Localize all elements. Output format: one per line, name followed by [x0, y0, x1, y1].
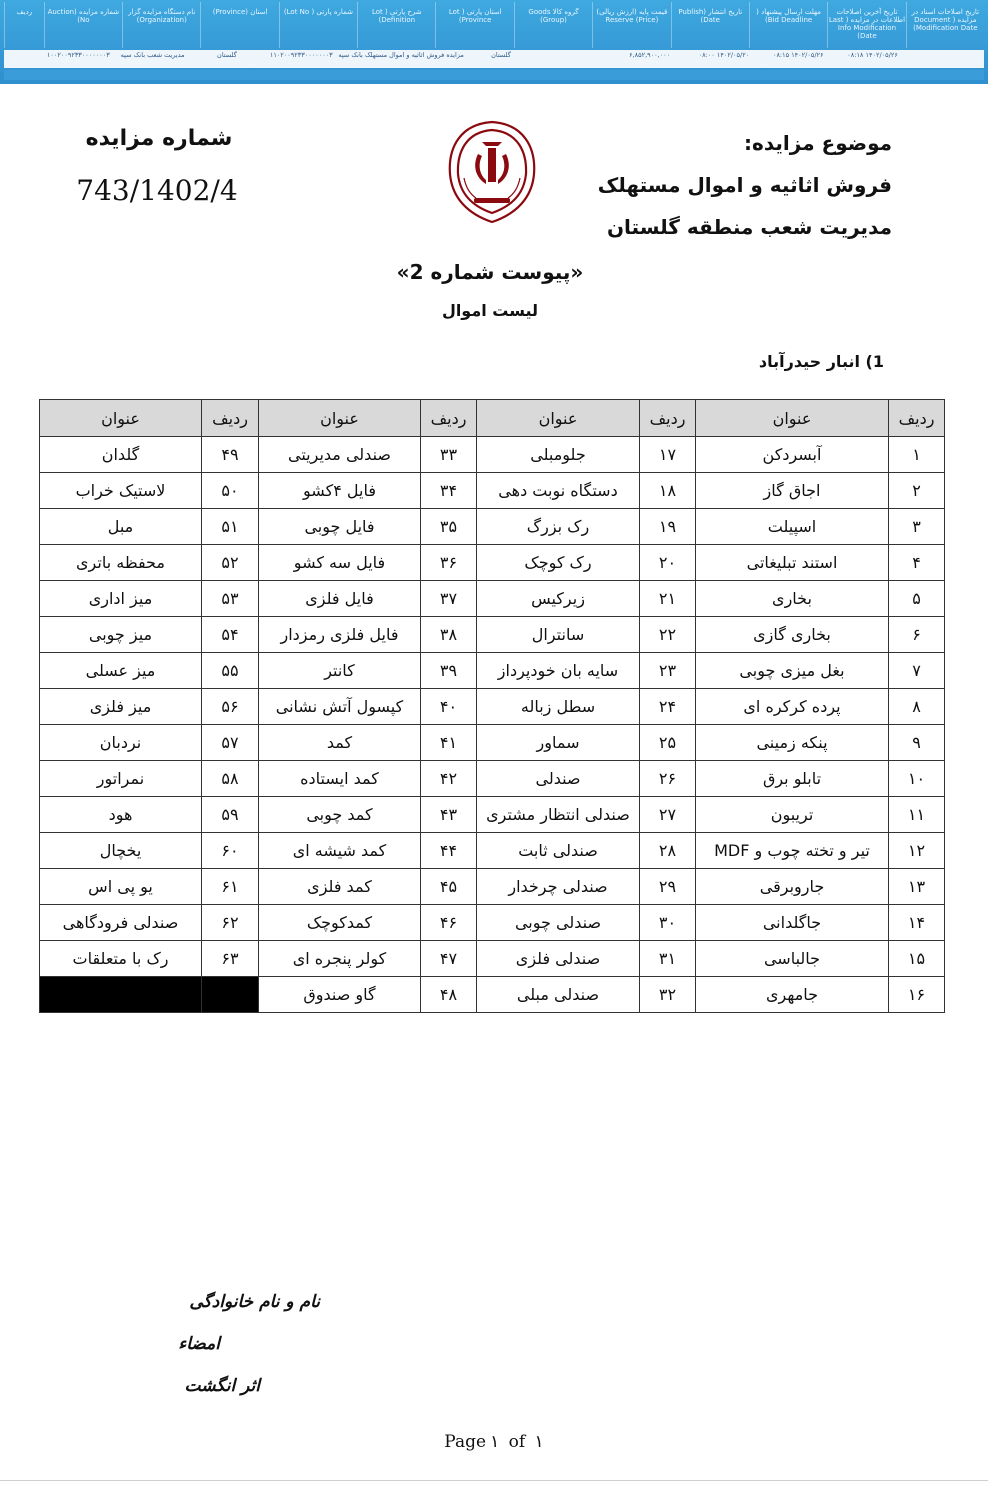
item-number-cell: ۴۷: [421, 941, 477, 977]
item-title-cell: صندلی مدیریتی: [259, 437, 421, 473]
item-title-cell: صندلی مبلی: [477, 977, 640, 1013]
item-title-cell: جاگلدانی: [696, 905, 889, 941]
item-title-cell: سانترال: [477, 617, 640, 653]
item-title-cell: کمد شیشه ای: [259, 833, 421, 869]
banner-data-cell: ۱۴۰۲/۰۵/۲۰ ۰۸:۰۰: [698, 51, 750, 59]
item-title-cell: کمدکوچک: [259, 905, 421, 941]
item-number-cell: ۱۷: [640, 437, 696, 473]
item-number-cell: ۳۳: [421, 437, 477, 473]
item-number-cell: ۱۶: [889, 977, 945, 1013]
item-number-cell: ۱: [889, 437, 945, 473]
item-number-cell: ۳۸: [421, 617, 477, 653]
banner-data-cell: ۱۴۰۲/۰۵/۲۶ ۰۸:۱۸: [847, 51, 898, 59]
item-number-cell: ۲۷: [640, 797, 696, 833]
table-row: [40, 689, 945, 725]
item-title-cell: نمراتور: [40, 761, 202, 797]
item-title-cell: فایل ۴کشو: [259, 473, 421, 509]
banner-header-cell: تاریخ اصلاحات اسناد در مزایده ( Document Modification Date): [906, 2, 984, 48]
banner-header-cell: ردیف: [4, 2, 44, 48]
col-header-title: عنوان: [696, 400, 889, 437]
table-row: [40, 869, 945, 905]
item-number-cell: ۵۴: [202, 617, 259, 653]
item-title-cell: جلومبلی: [477, 437, 640, 473]
col-header-row: ردیف: [889, 400, 945, 437]
item-number-cell: ۳۶: [421, 545, 477, 581]
item-title-cell: نردبان: [40, 725, 202, 761]
item-number-cell: ۳۰: [640, 905, 696, 941]
banner-header-cell: شرح پارتی ( Lot Definition): [357, 2, 435, 48]
table-row: [40, 509, 945, 545]
item-title-cell: کمد: [259, 725, 421, 761]
banner-header-cell: استان پارتی ( Lot Province): [435, 2, 513, 48]
item-title-cell: بخاری گازی: [696, 617, 889, 653]
item-title-cell: صندلی: [477, 761, 640, 797]
item-title-cell: آبسردکن: [696, 437, 889, 473]
item-title-cell: دستگاه نوبت دهی: [477, 473, 640, 509]
banner-data-row: [4, 50, 984, 68]
item-title-cell: مبل: [40, 509, 202, 545]
signature-fingerprint-label: اثر انگشت: [184, 1376, 260, 1396]
item-title-cell: صندلی ثابت: [477, 833, 640, 869]
item-title-cell: جاروبرقی: [696, 869, 889, 905]
banner-data-cell: ۱۱۰۲۰۰۹۲۳۳۰۰۰۰۰۰۰۳: [269, 51, 333, 59]
table-row: [40, 977, 945, 1013]
item-number-cell: ۶۳: [202, 941, 259, 977]
banner-data-cell: [4, 50, 41, 68]
item-number-cell: ۵۱: [202, 509, 259, 545]
item-number-cell: ۲۹: [640, 869, 696, 905]
item-title-cell: استند تبلیغاتی: [696, 545, 889, 581]
subject-line-1: فروش اثاثیه و اموال مستهلک: [597, 173, 892, 197]
item-number-cell: ۳: [889, 509, 945, 545]
page-of-word: of: [508, 1432, 526, 1452]
item-title-cell: پرده کرکره ای: [696, 689, 889, 725]
item-number-cell: ۶۱: [202, 869, 259, 905]
item-number-cell: ۴۲: [421, 761, 477, 797]
item-number-cell: ۴: [889, 545, 945, 581]
page-bottom-rule: [0, 1480, 988, 1481]
item-number-cell: ۶۲: [202, 905, 259, 941]
item-title-cell: صندلی فلزی: [477, 941, 640, 977]
item-title-cell: صندلی فرودگاهی: [40, 905, 202, 941]
item-number-cell: ۴۳: [421, 797, 477, 833]
item-title-cell: یخچال: [40, 833, 202, 869]
item-number-cell: ۳۱: [640, 941, 696, 977]
bank-sepah-emblem-icon: [444, 118, 540, 226]
item-number-cell: ۳۴: [421, 473, 477, 509]
table-row: [40, 797, 945, 833]
subject-line-2: مدیریت شعب منطقه گلستان: [606, 215, 892, 239]
item-number-cell: ۱۰: [889, 761, 945, 797]
item-number-cell: ۱۵: [889, 941, 945, 977]
col-header-row: ردیف: [202, 400, 259, 437]
item-title-cell: تابلو برق: [696, 761, 889, 797]
item-number-cell: ۱۸: [640, 473, 696, 509]
item-number-cell: ۳۲: [640, 977, 696, 1013]
col-header-title: عنوان: [259, 400, 421, 437]
item-title-cell: کمد فلزی: [259, 869, 421, 905]
item-number-cell: ۷: [889, 653, 945, 689]
item-title-cell: فایل چوبی: [259, 509, 421, 545]
item-title-cell: گلدان: [40, 437, 202, 473]
item-title-cell: لاستیک خراب: [40, 473, 202, 509]
item-number-cell: ۴۶: [421, 905, 477, 941]
page-word: Page: [444, 1432, 487, 1452]
item-title-cell: کولر پنجره ای: [259, 941, 421, 977]
banner-header-cell: گروه کالا Goods (Group): [514, 2, 592, 48]
col-header-row: ردیف: [421, 400, 477, 437]
item-number-cell: ۵۳: [202, 581, 259, 617]
item-number-cell: ۶: [889, 617, 945, 653]
item-title-cell: فایل فلزی: [259, 581, 421, 617]
table-row: [40, 905, 945, 941]
banner-header-cell: نام دستگاه مزایده گزار (Organization): [122, 2, 200, 48]
item-title-cell: اجاق گاز: [696, 473, 889, 509]
item-number-cell: ۳۵: [421, 509, 477, 545]
item-number-cell: ۳۷: [421, 581, 477, 617]
item-number-cell: ۴۸: [421, 977, 477, 1013]
page-footer: [394, 1432, 594, 1452]
table-row: [40, 653, 945, 689]
item-title-cell: کانتر: [259, 653, 421, 689]
table-row: [40, 617, 945, 653]
item-number-cell: ۹: [889, 725, 945, 761]
item-title-cell: یو پی اس: [40, 869, 202, 905]
item-number-cell: ۲۴: [640, 689, 696, 725]
item-title-cell: بخاری: [696, 581, 889, 617]
item-number-cell: ۴۹: [202, 437, 259, 473]
item-number-cell: ۲۸: [640, 833, 696, 869]
item-number-cell: ۱۹: [640, 509, 696, 545]
page-total: ۱: [534, 1432, 544, 1452]
redacted-cell: [40, 977, 202, 1013]
item-title-cell: بغل میزی چوبی: [696, 653, 889, 689]
banner-header-cell: قیمت پایه (ارزش ریالی) Reserve (Price): [592, 2, 670, 48]
item-title-cell: میز چوبی: [40, 617, 202, 653]
page-current: ۱: [490, 1432, 500, 1452]
item-number-cell: ۲۰: [640, 545, 696, 581]
item-number-cell: ۲۵: [640, 725, 696, 761]
list-title: لیست اموال: [441, 301, 539, 320]
banner-data-cell: مدیریت شعب بانک سپه: [120, 51, 185, 59]
banner-data-cell: ۶,۸۵۲,۹۰۰,۰۰۰: [629, 51, 671, 59]
banner-footer-strip: [4, 70, 984, 80]
item-number-cell: ۵۰: [202, 473, 259, 509]
auction-number-label: شماره مزایده: [85, 126, 233, 151]
banner-data-cell: [538, 50, 612, 68]
item-number-cell: ۱۴: [889, 905, 945, 941]
item-number-cell: ۵: [889, 581, 945, 617]
table-row: [40, 761, 945, 797]
section-heading: [759, 352, 884, 371]
banner-data-cell: گلستان: [491, 51, 511, 59]
item-title-cell: سطل زباله: [477, 689, 640, 725]
item-number-cell: ۱۲: [889, 833, 945, 869]
item-title-cell: میز عسلی: [40, 653, 202, 689]
item-title-cell: رک کوچک: [477, 545, 640, 581]
item-number-cell: ۴۱: [421, 725, 477, 761]
banner-header-cell: مهلت ارسال پیشنهاد ( Bid Deadline): [749, 2, 827, 48]
auction-banner: [0, 0, 988, 84]
appendix-title: «پیوست شماره 2»: [396, 260, 584, 284]
table-header-row: [40, 400, 945, 437]
item-title-cell: جالباسی: [696, 941, 889, 977]
item-number-cell: ۱۳: [889, 869, 945, 905]
item-number-cell: ۵۷: [202, 725, 259, 761]
table-row: [40, 437, 945, 473]
auction-number: 743/1402/4: [76, 174, 238, 207]
item-title-cell: کپسول آتش نشانی: [259, 689, 421, 725]
banner-header-cell: تاریخ انتشار (Publish Date): [671, 2, 749, 48]
banner-header-cell: شماره پارتی ( Lot No): [279, 2, 357, 48]
item-title-cell: سایه بان خودپرداز: [477, 653, 640, 689]
banner-header-cell: شماره مزایده (Auction No): [44, 2, 122, 48]
banner-data-cell: گلستان: [217, 51, 237, 59]
item-title-cell: پنکه زمینی: [696, 725, 889, 761]
table-row: [40, 581, 945, 617]
table-row: [40, 833, 945, 869]
item-title-cell: اسپیلت: [696, 509, 889, 545]
item-number-cell: ۴۵: [421, 869, 477, 905]
item-title-cell: فایل فلزی رمزدار: [259, 617, 421, 653]
banner-data-cell: ۱۰۰۲۰۰۹۲۳۳۰۰۰۰۰۰۰۳: [46, 51, 110, 59]
subject-heading: موضوع مزایده:: [744, 131, 892, 155]
item-number-cell: ۸: [889, 689, 945, 725]
item-number-cell: ۶۰: [202, 833, 259, 869]
table-row: [40, 941, 945, 977]
items-table: [39, 399, 945, 1013]
col-header-title: عنوان: [477, 400, 640, 437]
item-title-cell: گاو صندوق: [259, 977, 421, 1013]
item-title-cell: میز فلزی: [40, 689, 202, 725]
signature-name-label: نام و نام خانوادگی: [189, 1292, 320, 1312]
item-number-cell: ۴۴: [421, 833, 477, 869]
item-title-cell: میز اداری: [40, 581, 202, 617]
banner-data-cell: مزایده فروش اثاثیه و اموال مستهلک بانک سپه: [338, 51, 464, 59]
item-title-cell: تریبون: [696, 797, 889, 833]
item-number-cell: ۲: [889, 473, 945, 509]
item-title-cell: محفظه باتری: [40, 545, 202, 581]
item-title-cell: رک بزرگ: [477, 509, 640, 545]
item-title-cell: صندلی چوبی: [477, 905, 640, 941]
item-title-cell: هود: [40, 797, 202, 833]
item-number-cell: ۲۱: [640, 581, 696, 617]
item-number-cell: ۲۳: [640, 653, 696, 689]
section-number: 1): [865, 352, 884, 371]
item-number-cell: ۲۶: [640, 761, 696, 797]
item-title-cell: تیر و تخته چوب و MDF: [696, 833, 889, 869]
item-number-cell: ۵۲: [202, 545, 259, 581]
table-row: [40, 473, 945, 509]
item-title-cell: کمد چوبی: [259, 797, 421, 833]
table-row: [40, 545, 945, 581]
col-header-row: ردیف: [640, 400, 696, 437]
redacted-cell: [202, 977, 259, 1013]
item-number-cell: ۵۶: [202, 689, 259, 725]
item-title-cell: جامهری: [696, 977, 889, 1013]
item-number-cell: ۵۵: [202, 653, 259, 689]
item-number-cell: ۴۰: [421, 689, 477, 725]
banner-header-cell: استان (Province): [200, 2, 278, 48]
item-title-cell: رک با متعلقات: [40, 941, 202, 977]
table-row: [40, 725, 945, 761]
item-number-cell: ۵۹: [202, 797, 259, 833]
item-title-cell: کمد ایستاده: [259, 761, 421, 797]
item-title-cell: صندلی چرخدار: [477, 869, 640, 905]
banner-header-row: [4, 2, 984, 48]
item-title-cell: فایل سه کشو: [259, 545, 421, 581]
item-number-cell: ۵۸: [202, 761, 259, 797]
col-header-title: عنوان: [40, 400, 202, 437]
item-number-cell: ۲۲: [640, 617, 696, 653]
banner-data-cell: [910, 50, 984, 68]
item-title-cell: صندلی انتظار مشتری: [477, 797, 640, 833]
banner-header-cell: تاریخ آخرین اصلاحات اطلاعات در مزایده ( Last Info Modification Date): [827, 2, 905, 48]
item-title-cell: زیرکیس: [477, 581, 640, 617]
section-title: انبار حیدرآباد: [758, 352, 860, 371]
auction-subject: [592, 122, 892, 248]
signature-sign-label: امضاء: [178, 1334, 220, 1354]
item-number-cell: ۳۹: [421, 653, 477, 689]
item-title-cell: سماور: [477, 725, 640, 761]
item-number-cell: ۱۱: [889, 797, 945, 833]
banner-data-cell: ۱۴۰۲/۰۵/۲۶ ۰۸:۱۵: [772, 51, 824, 59]
